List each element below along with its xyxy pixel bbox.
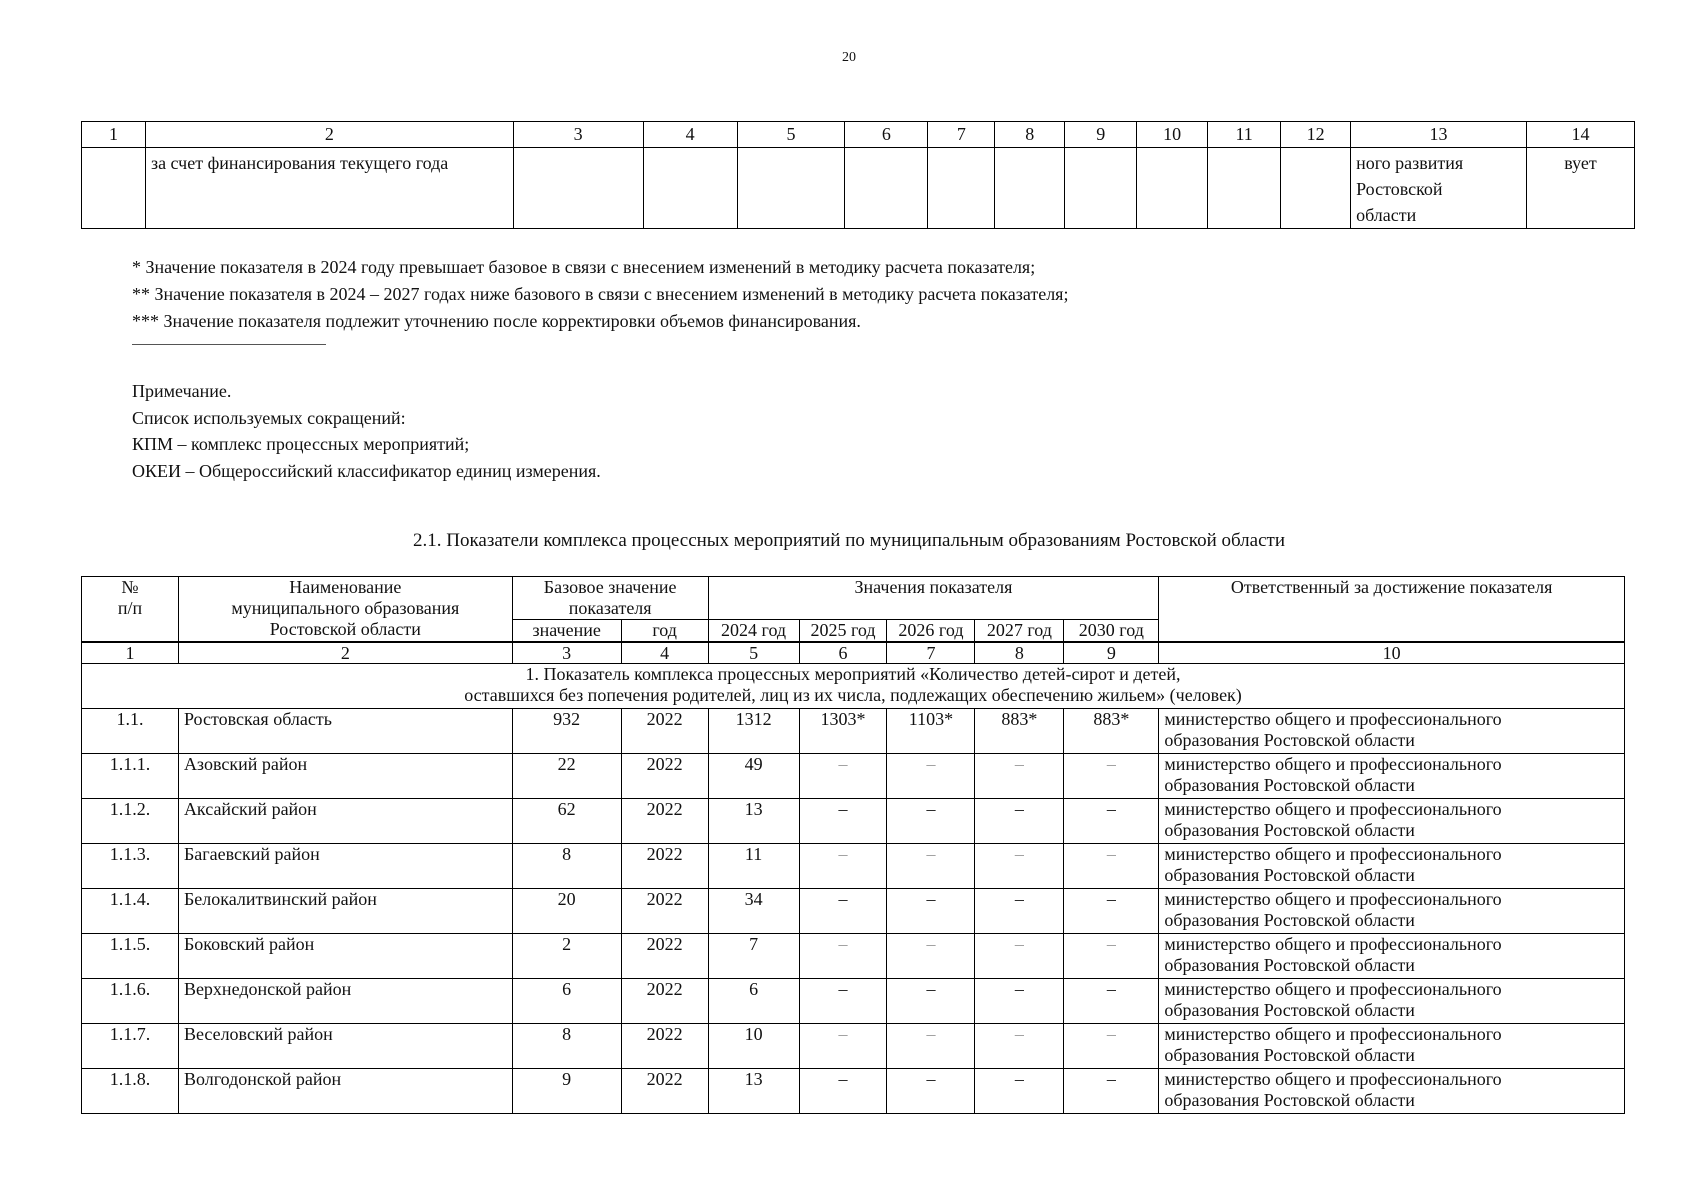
municipality-name: Белокалитвинский район: [178, 889, 512, 934]
value-2025: –: [799, 889, 887, 934]
footnote: ** Значение показателя в 2024 – 2027 годах ниже базового в связи с внесением изменений в методику расчета показателя;: [132, 284, 1069, 304]
responsible-line: министерство общего и профессионального: [1164, 754, 1502, 774]
column-number: 4: [621, 642, 708, 664]
responsible-line: министерство общего и профессионального: [1164, 889, 1502, 909]
header-row: [82, 577, 1625, 620]
table-cell: вует: [1526, 148, 1634, 229]
table-row: [82, 934, 1625, 979]
column-number: 4: [643, 122, 737, 148]
header-base-year: год: [621, 620, 708, 643]
column-number: 6: [845, 122, 928, 148]
value-2024: 13: [708, 799, 799, 844]
row-number: 1.1.: [82, 709, 179, 754]
base-year: 2022: [621, 1069, 708, 1114]
row-number: 1.1.1.: [82, 754, 179, 799]
responsible-cell: [1159, 1024, 1625, 1069]
column-number: 3: [512, 642, 621, 664]
responsible-line: министерство общего и профессионального: [1164, 799, 1502, 819]
value-2027: –: [975, 934, 1064, 979]
value-2025: –: [799, 844, 887, 889]
base-year: 2022: [621, 889, 708, 934]
base-value: 20: [512, 889, 621, 934]
column-number: 11: [1208, 122, 1281, 148]
responsible-line: образования Ростовской области: [1164, 1090, 1415, 1110]
value-2027: –: [975, 1024, 1064, 1069]
base-value: 8: [512, 844, 621, 889]
value-2025: –: [799, 934, 887, 979]
row-number: 1.1.6.: [82, 979, 179, 1024]
row-number: 1.1.3.: [82, 844, 179, 889]
table-cell: [995, 148, 1065, 229]
value-2027: –: [975, 889, 1064, 934]
responsible-cell: [1159, 1069, 1625, 1114]
column-number: 13: [1351, 122, 1527, 148]
column-number: 5: [708, 642, 799, 664]
value-2030: –: [1064, 1024, 1159, 1069]
value-2030: –: [1064, 889, 1159, 934]
value-2026: –: [887, 799, 975, 844]
column-number: 10: [1137, 122, 1208, 148]
row-number: 1.1.2.: [82, 799, 179, 844]
value-2025: –: [799, 799, 887, 844]
value-2025: –: [799, 1024, 887, 1069]
table-row: [82, 889, 1625, 934]
column-number: 1: [82, 122, 146, 148]
value-2024: 1312: [708, 709, 799, 754]
base-year: 2022: [621, 979, 708, 1024]
column-number: 2: [145, 122, 513, 148]
responsible-line: образования Ростовской области: [1164, 775, 1415, 795]
municipality-name: Боковский район: [178, 934, 512, 979]
base-year: 2022: [621, 934, 708, 979]
header-line: Наименование: [289, 577, 402, 597]
table-cell: [1208, 148, 1281, 229]
table-row: [82, 754, 1625, 799]
municipality-name: Багаевский район: [178, 844, 512, 889]
page-number: 20: [842, 50, 856, 65]
value-2030: 883*: [1064, 709, 1159, 754]
column-number: 8: [975, 642, 1064, 664]
indicators-table: [81, 576, 1625, 1114]
column-number: 14: [1526, 122, 1634, 148]
responsible-line: министерство общего и профессионального: [1164, 1024, 1502, 1044]
base-value: 62: [512, 799, 621, 844]
header-year: 2026 год: [887, 620, 975, 643]
value-2030: –: [1064, 844, 1159, 889]
responsible-line: министерство общего и профессионального: [1164, 934, 1502, 954]
value-2026: –: [887, 754, 975, 799]
header-line: п/п: [117, 598, 143, 618]
table-row: [82, 1024, 1625, 1069]
footnotes: [132, 254, 1068, 345]
column-number: 7: [928, 122, 995, 148]
municipality-name: Аксайский район: [178, 799, 512, 844]
responsible-cell: [1159, 709, 1625, 754]
value-2024: 10: [708, 1024, 799, 1069]
value-2030: –: [1064, 799, 1159, 844]
municipality-name: Веселовский район: [178, 1024, 512, 1069]
column-number: 12: [1281, 122, 1351, 148]
header-line: муниципального образования: [231, 598, 460, 618]
table-cell: [513, 148, 643, 229]
footnote-separator: [132, 344, 326, 345]
table-row: [82, 844, 1625, 889]
footnote: *** Значение показателя подлежит уточнению после корректировки объемов финансирования.: [132, 311, 861, 331]
footnote: * Значение показателя в 2024 году превышает базовое в связи с внесением изменений в методику расчета показателя;: [132, 257, 1036, 277]
column-number: 9: [1065, 122, 1137, 148]
section-line: 1. Показатель комплекса процессных мероприятий «Количество детей-сирот и детей,: [525, 664, 1181, 684]
responsible-line: образования Ростовской области: [1164, 955, 1415, 975]
base-year: 2022: [621, 709, 708, 754]
cell-line: Ростовской: [1356, 179, 1443, 199]
base-value: 932: [512, 709, 621, 754]
row-number: 1.1.4.: [82, 889, 179, 934]
municipality-name: Верхнедонской район: [178, 979, 512, 1024]
value-2027: 883*: [975, 709, 1064, 754]
municipality-name: Азовский район: [178, 754, 512, 799]
row-number: 1.1.5.: [82, 934, 179, 979]
value-2025: –: [799, 754, 887, 799]
column-number: 7: [887, 642, 975, 664]
remark-line: Список используемых сокращений:: [132, 407, 406, 428]
header-base-value: значение: [512, 620, 621, 643]
header-year: 2025 год: [799, 620, 887, 643]
municipality-name: Волгодонской район: [178, 1069, 512, 1114]
base-year: 2022: [621, 1024, 708, 1069]
municipality-name: Ростовская область: [178, 709, 512, 754]
responsible-line: образования Ростовской области: [1164, 730, 1415, 750]
cell-line: ного развития: [1356, 153, 1464, 173]
column-number: 3: [513, 122, 643, 148]
value-2027: –: [975, 1069, 1064, 1114]
base-year: 2022: [621, 799, 708, 844]
table-cell: [82, 148, 146, 229]
value-2030: –: [1064, 1069, 1159, 1114]
section-line: оставшихся без попечения родителей, лиц из их числа, подлежащих обеспечению жильем» (человек): [464, 685, 1242, 705]
table-cell: [643, 148, 737, 229]
value-2026: –: [887, 844, 975, 889]
header-year: 2024 год: [708, 620, 799, 643]
value-2025: 1303*: [799, 709, 887, 754]
responsible-line: министерство общего и профессионального: [1164, 979, 1502, 999]
responsible-line: образования Ростовской области: [1164, 820, 1415, 840]
value-2027: –: [975, 799, 1064, 844]
value-2027: –: [975, 979, 1064, 1024]
base-value: 9: [512, 1069, 621, 1114]
column-numbers-row: [82, 642, 1625, 664]
table-cell: [845, 148, 928, 229]
value-2026: –: [887, 1069, 975, 1114]
base-value: 6: [512, 979, 621, 1024]
continuation-row: [82, 148, 1635, 229]
header-number: [82, 577, 179, 643]
responsible-line: образования Ростовской области: [1164, 1000, 1415, 1020]
section-row: [82, 664, 1625, 709]
value-2024: 11: [708, 844, 799, 889]
responsible-cell: [1159, 844, 1625, 889]
remark-line: ОКЕИ – Общероссийский классификатор единиц измерения.: [132, 460, 601, 481]
table-row: [82, 799, 1625, 844]
value-2027: –: [975, 754, 1064, 799]
responsible-cell: [1159, 889, 1625, 934]
header-base: [512, 577, 708, 620]
value-2030: –: [1064, 979, 1159, 1024]
remark-line: Примечание.: [132, 381, 232, 401]
table-cell: [1065, 148, 1137, 229]
column-number: 2: [178, 642, 512, 664]
column-number: 5: [737, 122, 845, 148]
responsible-cell: [1159, 754, 1625, 799]
header-line: Базовое значение: [543, 577, 677, 597]
responsible-line: министерство общего и профессионального: [1164, 709, 1502, 729]
header-line: показателя: [568, 598, 652, 618]
financing-cell: за счет финансирования текущего года: [145, 148, 513, 229]
responsible-cell: [1159, 934, 1625, 979]
remark-line: КПМ – комплекс процессных мероприятий;: [132, 434, 470, 454]
value-2026: –: [887, 934, 975, 979]
header-year: 2030 год: [1064, 620, 1159, 643]
table-cell: [928, 148, 995, 229]
section-heading: [82, 664, 1625, 709]
responsible-line: образования Ростовской области: [1164, 1045, 1415, 1065]
responsible-cell: [1159, 799, 1625, 844]
header-name: [178, 577, 512, 643]
value-2025: –: [799, 979, 887, 1024]
column-number: 10: [1159, 642, 1625, 664]
table-row: [82, 979, 1625, 1024]
remarks: [132, 378, 601, 484]
value-2024: 6: [708, 979, 799, 1024]
column-number: 9: [1064, 642, 1159, 664]
base-value: 8: [512, 1024, 621, 1069]
value-2024: 13: [708, 1069, 799, 1114]
base-value: 22: [512, 754, 621, 799]
value-2025: –: [799, 1069, 887, 1114]
continuation-table: [81, 121, 1635, 229]
value-2030: –: [1064, 754, 1159, 799]
value-2026: –: [887, 979, 975, 1024]
header-line: Ростовской области: [269, 619, 421, 639]
column-number: 1: [82, 642, 179, 664]
responsible-line: образования Ростовской области: [1164, 865, 1415, 885]
table-row: [82, 1069, 1625, 1114]
column-number: 8: [995, 122, 1065, 148]
responsible-line: министерство общего и профессионального: [1164, 1069, 1502, 1089]
value-2024: 34: [708, 889, 799, 934]
value-2027: –: [975, 844, 1064, 889]
table-cell: [1137, 148, 1208, 229]
header-line: №: [121, 577, 139, 597]
value-2026: –: [887, 1024, 975, 1069]
header-year: 2027 год: [975, 620, 1064, 643]
column-number: 6: [799, 642, 887, 664]
table-row: [82, 709, 1625, 754]
base-value: 2: [512, 934, 621, 979]
cell-line: области: [1356, 205, 1417, 225]
value-2030: –: [1064, 934, 1159, 979]
row-number: 1.1.8.: [82, 1069, 179, 1114]
value-2024: 49: [708, 754, 799, 799]
responsible-line: образования Ростовской области: [1164, 910, 1415, 930]
table-body: [82, 709, 1625, 1114]
responsible-cell: [1159, 979, 1625, 1024]
development-cell: [1351, 148, 1527, 229]
table-cell: [737, 148, 845, 229]
header-responsible: Ответственный за достижение показателя: [1159, 577, 1625, 643]
base-year: 2022: [621, 844, 708, 889]
responsible-line: министерство общего и профессионального: [1164, 844, 1502, 864]
table-cell: [1281, 148, 1351, 229]
section-title: 2.1. Показатели комплекса процессных мероприятий по муниципальным образованиям Ростовской области: [412, 530, 1286, 551]
base-year: 2022: [621, 754, 708, 799]
value-2026: –: [887, 889, 975, 934]
continuation-header-row: [82, 122, 1635, 148]
header-values: Значения показателя: [708, 577, 1159, 620]
value-2026: 1103*: [887, 709, 975, 754]
row-number: 1.1.7.: [82, 1024, 179, 1069]
value-2024: 7: [708, 934, 799, 979]
